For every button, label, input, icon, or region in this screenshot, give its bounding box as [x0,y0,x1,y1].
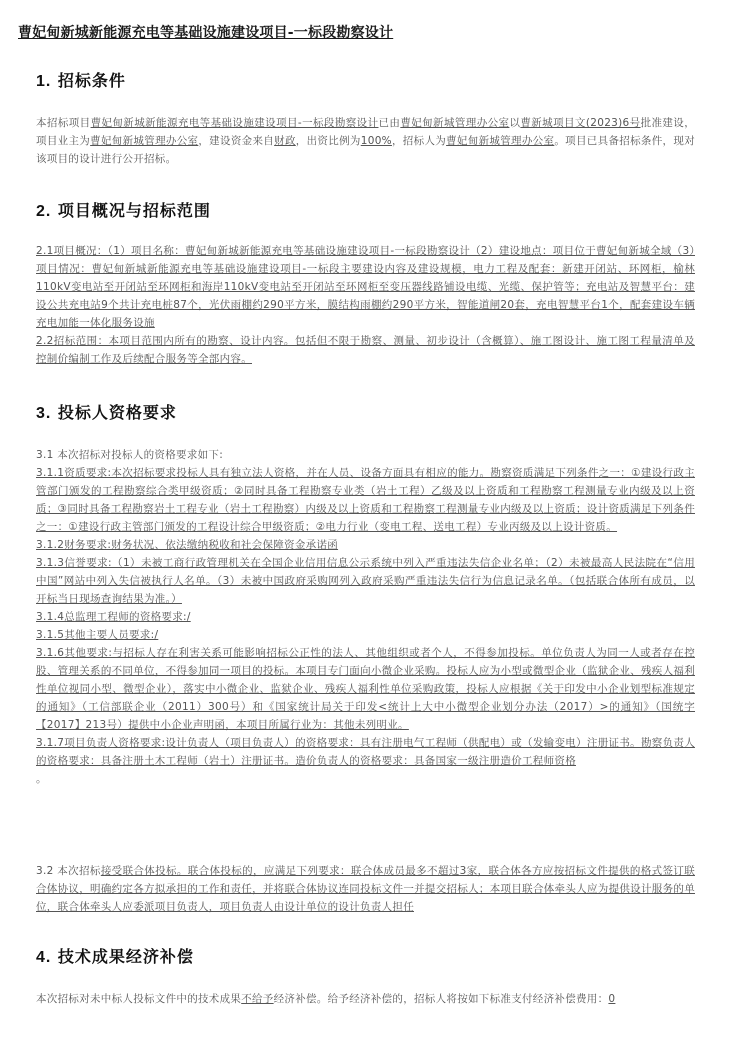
text: 本招标项目 [36,117,91,129]
section-3-number: 3. [36,405,52,422]
project-overview: 2.1项目概况：（1）项目名称：曹妃甸新城新能源充电等基础设施建设项目-一标段勘察设计（2）建设地点：项目位于曹妃甸新城全域（3）项目情况：曹妃甸新城新能源充电等基础设施建设项目-一标段主要建设内容及建设规模，电力工程及配套：新建开闭站、环网柜，榆林110kV变电站至开闭站至环网柜和海岸110kV变电站至开闭站至环网柜至变压器线路铺设电缆、光缆、保护管等；充电站及智慧平台：建设公共充电站9个共计充电桩87个，光伏雨棚约290平方米，膜结构雨棚约290平方米，智能道闸20套，充电智慧平台1个，配套建设车辆充电加能一体化服务设施 [36,245,695,329]
section-2-body [36,242,695,368]
requirement-3-1-4: 3.1.4总监理工程师的资格要求:/ [36,611,191,623]
approval-document: 曹新城项目文(2023)6号 [520,117,641,129]
section-4-number: 4. [36,949,52,966]
requirement-3-1-1: 3.1.1资质要求:本次招标要求投标人具有独立法人资格，并在人员、设备方面具有相应的能力。勘察资质满足下列条件之一：①建设行政主管部门颁发的工程勘察综合类甲级资质；②同时具备工程勘察专业类（岩土工程）乙级及以上资质和工程勘察工程测量专业内级及以上资质；③同时具备工程勘察岩土工程专业（岩土工程勘察）内级及以上资质和工程勘察工程测量专业内级及以上资质；设计资质满足下列条件之一：①建设行政主管部门颁发的工程设计综合甲级资质；②电力行业（变电工程、送电工程）专业丙级及以上设计资质。 [36,467,695,533]
requirement-3-1-3: 3.1.3信誉要求:（1）未被工商行政管理机关在全国企业信用信息公示系统中列入严重违法失信企业名单；（2）未被最高人民法院在“信用中国”网站中列入失信被执行人名单。（3）未被中国政府采购网列入政府采购严重违法失信行为信息记录名单。（包括联合体所有成员，以开标当日现场查询结果为准。） [36,557,695,605]
text: 本次招标对未中标人投标文件中的技术成果 [36,993,242,1005]
text: 。项目已具备招标条件，现对该项目的设计进行公开招标。 [36,135,696,165]
requirement-3-1-2: 3.1.2财务要求:财务状况、依法缴纳税收和社会保障资金承诺函 [36,539,339,551]
text: ，出资比例为 [295,135,361,147]
fund-source: 财政 [274,135,296,147]
section-2-title: 项目概况与招标范围 [57,201,211,220]
tender-scope: 2.2招标范围：本项目范围内所有的勘察、设计内容。包括但不限于勘察、测量、初步设计（含概算）、施工图设计、施工图工程量清单及控制价编制工作及后续配合服务等全部内容。 [36,335,695,365]
project-name: 曹妃甸新城新能源充电等基础设施建设项目-一标段勘察设计 [90,117,379,129]
fund-ratio: 100% [360,135,392,147]
compensation-paragraph [36,990,695,1008]
text: ，招标人为 [391,135,447,147]
section-2-number: 2. [36,203,52,220]
section-1-paragraph [36,114,695,168]
text: 以 [509,117,521,129]
tenderer: 曹妃甸新城管理办公室 [446,135,555,147]
requirement-3-1-7: 3.1.7项目负责人资格要求:设计负责人（项目负责人）的资格要求：具有注册电气工程师（供配电）或（发输变电）注册证书。勘察负责人的资格要求：具备注册土木工程师（岩土）注册证书。造价负责人的资格要求：具备国家一级注册造价工程师资格 [36,737,695,767]
section-1-title: 招标条件 [57,71,126,90]
section-4-heading [36,944,695,967]
approver: 曹妃甸新城管理办公室 [400,117,510,129]
section-3-title: 投标人资格要求 [57,403,177,422]
consortium-paragraph [36,862,695,916]
section-3-heading [36,400,695,423]
section-1-heading [36,68,695,91]
text: 3.2 本次招标 [36,865,101,877]
section-2-heading [36,198,695,221]
section-4-title: 技术成果经济补偿 [57,947,194,966]
qualification-intro: 3.1 本次招标对投标人的资格要求如下: [36,449,224,461]
requirement-3-1-5: 3.1.5其他主要人员要求:/ [36,629,159,641]
compensation-amount: 0 [608,993,616,1005]
section-3-body [36,446,695,788]
text: 已由 [378,117,401,129]
section-1-number: 1. [36,73,52,90]
text: 批准建设，项目业主为 [36,117,696,147]
consortium-accept: 接受 [100,865,123,877]
text: 经济补偿。给予经济补偿的，招标人将按如下标准支付经济补偿费用： [273,993,609,1005]
consortium-requirements: 联合体投标。联合体投标的，应满足下列要求：联合体成员最多不超过3家，联合体各方应按招标文件提供的格式签订联合体协议，明确约定各方拟承担的工作和责任，并将联合体协议连同投标文件一并提交招标人；本项目联合体牵头人应为提供设计服务的单位，联合体牵头人应委派项目负责人，项目负责人由设计单位的设计负责人担任 [36,865,695,913]
requirement-3-1-6: 3.1.6其他要求:与招标人存在利害关系可能影响招标公正性的法人、其他组织或者个人，不得参加投标。单位负责人为同一人或者存在控股、管理关系的不同单位，不得参加同一项目的投标。本项目专门面向小微企业采购。投标人应为小型或微型企业（监狱企业、残疾人福利性单位视同小型、微型企业），落实中小微企业、监狱企业、残疾人福利性单位采购政策，投标人应根据《关于印发中小企业划型标准规定的通知》（工信部联企业（2011）300号）和《国家统计局关于印发<统计上大中小微型企业划分办法（2017）>的通知》（国统字【2017】213号）提供中小企业声明函，本项目所属行业为：其他未列明业。 [36,647,695,731]
text: ，建设资金来自 [198,135,275,147]
compensation-flag: 不给予 [241,993,274,1005]
document-title: 曹妃甸新城新能源充电等基础设施建设项目-一标段勘察设计 [18,25,394,41]
project-owner: 曹妃甸新城管理办公室 [90,135,199,147]
trailing-period: 。 [36,773,47,785]
